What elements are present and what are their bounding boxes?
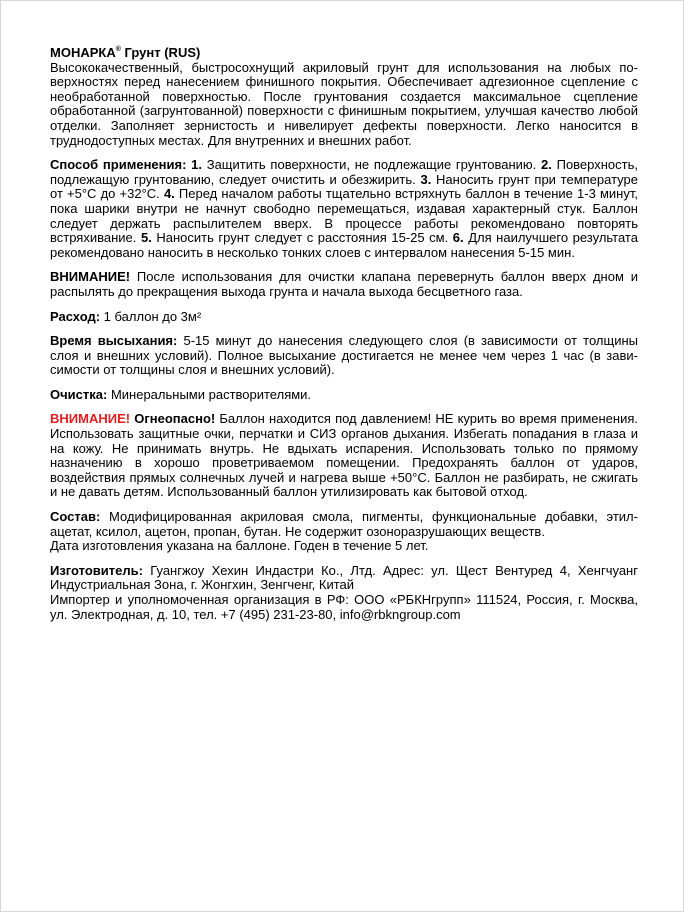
usage-step-text: Защитить поверхности, не подлежащие грунтованию.: [206, 157, 537, 173]
usage-step-number: 3.: [420, 171, 432, 187]
usage-step-text: Наносить грунт следует с расстояния 15-25 см.: [156, 230, 449, 246]
usage-heading: Способ применения:: [50, 157, 187, 173]
valve-warning-section: [50, 270, 638, 299]
usage-section: [50, 158, 638, 260]
usage-step-number: 4.: [163, 186, 175, 202]
usage-step-number: 5.: [140, 230, 152, 246]
product-title: [50, 43, 638, 61]
usage-step-text: Перед началом работы тщательно встряхнуть баллон в течение 1-3 минут, пока шарики внутри не начнут свободно перемещаться, издавая характерный стук. Баллон следует держать распылителем вверх. В процессе работы рекомендовано повторять встряхивание.: [50, 186, 638, 246]
drying-time-heading: Время высыхания:: [50, 333, 178, 349]
composition-section: [50, 510, 638, 554]
intro-section: [50, 43, 638, 148]
manufacturer-text: Гуангжоу Хехин Индастри Ко., Лтд. Адрес: ул. Щест Вентуред 4, Хенгчуанг Индустриальная Зона, г. Жонгхин, Зенгченг, Китай: [50, 562, 638, 593]
composition-text: Модифицированная акриловая смола, пигменты, функциональные добавки, этилацетат, ксилол, ацетон, пропан, бутан. Не содержит озоноразрушающих веществ.: [50, 509, 638, 539]
shelf-life-text: Дата изготовления указана на баллоне. Годен в течение 5 лет.: [50, 538, 429, 554]
consumption-section: [50, 310, 638, 325]
drying-time-section: [50, 334, 638, 378]
usage-step-number: 1.: [191, 157, 202, 173]
product-name: Грунт (RUS): [124, 45, 201, 60]
usage-step-text: Для наилучшего результата рекомендовано наносить в несколько тонких слоев с интервалом нанесения 5-15 мин.: [50, 230, 638, 260]
safety-warning-text: Баллон находится под давлением! НЕ курить во время применения. Использовать защитные очки, перчатки и СИЗ органов дыхания. Избегать попадания в глаза и на кожу. Не принимать внутрь. Не вдыхать испарения. Использовать только по прямому назначению в хорошо проветриваемом помещении. Предохранять баллон от ударов, воздействия прямых солнечных лучей и нагрева выше +50°С. Баллон не разбирать, не сжигать и не давать детям. Использованный баллон утилизировать как бытовой отход.: [50, 411, 638, 500]
cleaning-section: [50, 388, 638, 403]
registered-trademark-symbol: ®: [115, 46, 121, 53]
cleaning-text: Минеральными растворителями.: [110, 386, 312, 402]
manufacturer-section: [50, 564, 638, 622]
label-text-content: [50, 43, 638, 622]
valve-warning-text: После использования для очистки клапана перевернуть баллон вверх дном и распылять до прекращения выхода грунта и начала выхода бесцветного газа.: [50, 269, 638, 299]
usage-step-number: 2.: [541, 157, 552, 173]
manufacturer-heading: Изготовитель:: [50, 562, 143, 578]
safety-warning-section: [50, 412, 638, 500]
composition-heading: Состав:: [50, 509, 101, 525]
manufacturer-paragraph: [50, 563, 638, 593]
consumption-value: 1 баллон до 3м²: [103, 308, 202, 324]
product-description: Высококачественный, быстросохнущий акриловый грунт для использования на любых поверхностях перед нанесением финишного покрытия. Обеспечивает адгезионное сцепление с необработанной поверхностью. После грунтования создается максимальное сцепление обработанной (загрунтованной) поверхности с финишным покрытием, улучшая качество любой отделки. Заполняет зернистость и нивелирует дефекты поверхности. Легко наносится в труднодоступных местах. Для внутренних и внешних работ.: [50, 59, 638, 148]
composition-paragraph: [50, 509, 638, 539]
usage-step-text: Поверхность, подлежащую грунтованию, следует очистить и обезжирить.: [50, 157, 638, 187]
consumption-heading: Расход:: [50, 308, 101, 324]
cleaning-heading: Очистка:: [50, 386, 108, 402]
brand-name: МОНАРКА: [50, 45, 116, 60]
usage-step-number: 6.: [452, 230, 464, 246]
importer-text: Импортер и уполномоченная организация в РФ: ООО «РБКНгрупп» 111524, Россия, г. Москва, ул. Электродная, д. 10, тел. +7 (495) 231-23-80, info@rbkngroup.com: [50, 592, 638, 622]
valve-warning-heading: ВНИМАНИЕ!: [50, 269, 131, 285]
drying-time-text: 5-15 минут до нанесения следующего слоя (в зависимости от толщины слоя и внешних условий). Полное высыхание достигается не менее чем через 1 час (в зависимости от толщины слоя и внешних условий).: [50, 333, 638, 378]
usage-step-text: Наносить грунт при температуре от +5°С до +32°С.: [50, 171, 638, 202]
flammable-heading: Огнеопасно!: [134, 411, 216, 427]
safety-warning-heading: ВНИМАНИЕ!: [50, 411, 131, 427]
